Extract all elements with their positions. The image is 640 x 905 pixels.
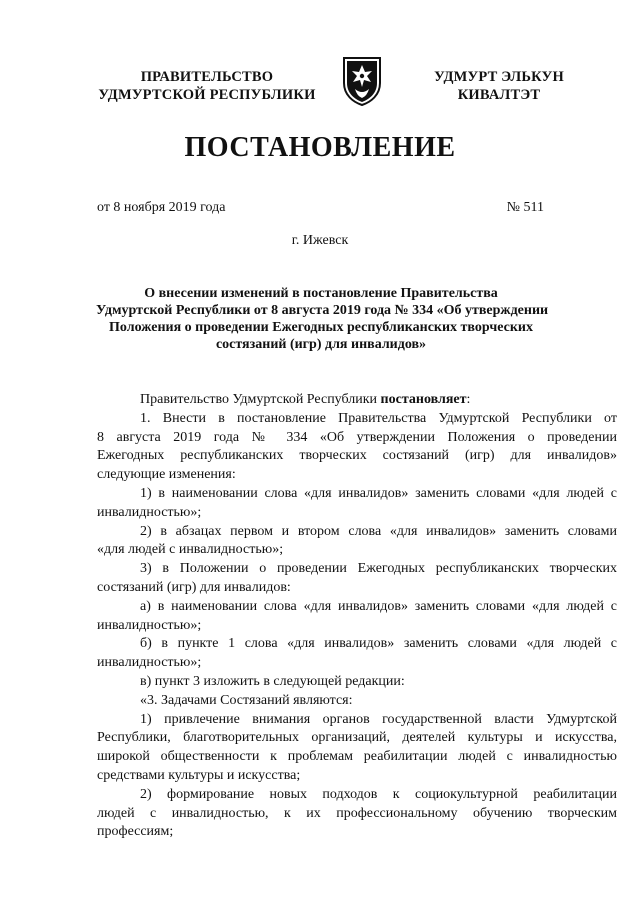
header-left-block [88, 68, 326, 104]
header-left-line1: ПРАВИТЕЛЬСТВО [140, 69, 274, 85]
body-line: 3) в Положении о проведении Ежегодных республиканских творческих [140, 561, 617, 577]
header-right-line2: КИВАЛТЭТ [457, 87, 541, 103]
body-line: Республики, благотворительных организаций, деятелей культуры и искусства, [97, 730, 617, 746]
body-line: Ежегодных республиканских творческих состязаний (игр) для инвалидов» [97, 448, 617, 464]
body-intro [97, 391, 617, 410]
document-body [97, 391, 617, 842]
body-line: инвалидностью»; [97, 617, 202, 633]
header-right-block [410, 68, 588, 104]
body-line: профессиям; [97, 824, 174, 840]
body-line: 1. Внести в постановление Правительства Удмуртской Республики от [140, 410, 617, 426]
document-number: № 511 [506, 200, 544, 215]
body-line: «для людей с инвалидностью»; [97, 542, 284, 558]
body-line: а) в наименовании слова «для инвалидов» заменить словами «для людей с [140, 598, 617, 614]
intro-end: : [466, 392, 471, 407]
body-line: б) в пункте 1 слова «для инвалидов» заменить словами «для людей с [140, 636, 617, 652]
document-subject [96, 285, 549, 353]
udmurt-coat-of-arms-icon [341, 55, 383, 107]
body-line: в) пункт 3 изложить в следующей редакции: [140, 673, 405, 689]
subject-line: О внесении изменений в постановление Правительства [144, 286, 498, 301]
body-line: средствами культуры и искусства; [97, 767, 301, 783]
body-line: 8 августа 2019 года № 334 «Об утверждении Положения о проведении [97, 429, 617, 445]
subject-line: Положения о проведении Ежегодных республиканских творческих [109, 320, 533, 335]
document-title: ПОСТАНОВЛЕНИЕ [184, 132, 456, 163]
body-line: состязаний (игр) для инвалидов: [97, 579, 291, 595]
body-line: 1) привлечение внимания органов государственной власти Удмуртской [140, 711, 617, 727]
body-line: 1) в наименовании слова «для инвалидов» заменить словами «для людей с [140, 485, 617, 501]
subject-line: состязаний (игр) для инвалидов» [215, 337, 427, 352]
body-line: 2) формирование новых подходов к социокультурной реабилитации [140, 786, 617, 802]
body-line: людей с инвалидностью, к их профессиональному обучению творческим [97, 805, 617, 821]
intro-bold: постановляет [380, 392, 467, 407]
body-line: «3. Задачами Состязаний являются: [140, 692, 353, 708]
document-date: от 8 ноября 2019 года [97, 200, 226, 215]
body-line: инвалидностью»; [97, 504, 202, 520]
subject-line: Удмуртской Республики от 8 августа 2019 года № 334 «Об утверждении [96, 303, 549, 318]
body-line: следующие изменения: [97, 467, 236, 483]
document-city: г. Ижевск [291, 233, 349, 248]
body-line: широкой общественности к проблемам реабилитации людей с инвалидностью [97, 749, 617, 765]
intro-text: Правительство Удмуртской Республики [140, 392, 381, 407]
header-left-line2: УДМУРТСКОЙ РЕСПУБЛИКИ [98, 87, 316, 103]
body-line: 2) в абзацах первом и втором слова «для инвалидов» заменить словами [140, 523, 617, 539]
header-right-line1: УДМУРТ ЭЛЬКУН [434, 69, 564, 85]
body-line: инвалидностью»; [97, 655, 202, 671]
